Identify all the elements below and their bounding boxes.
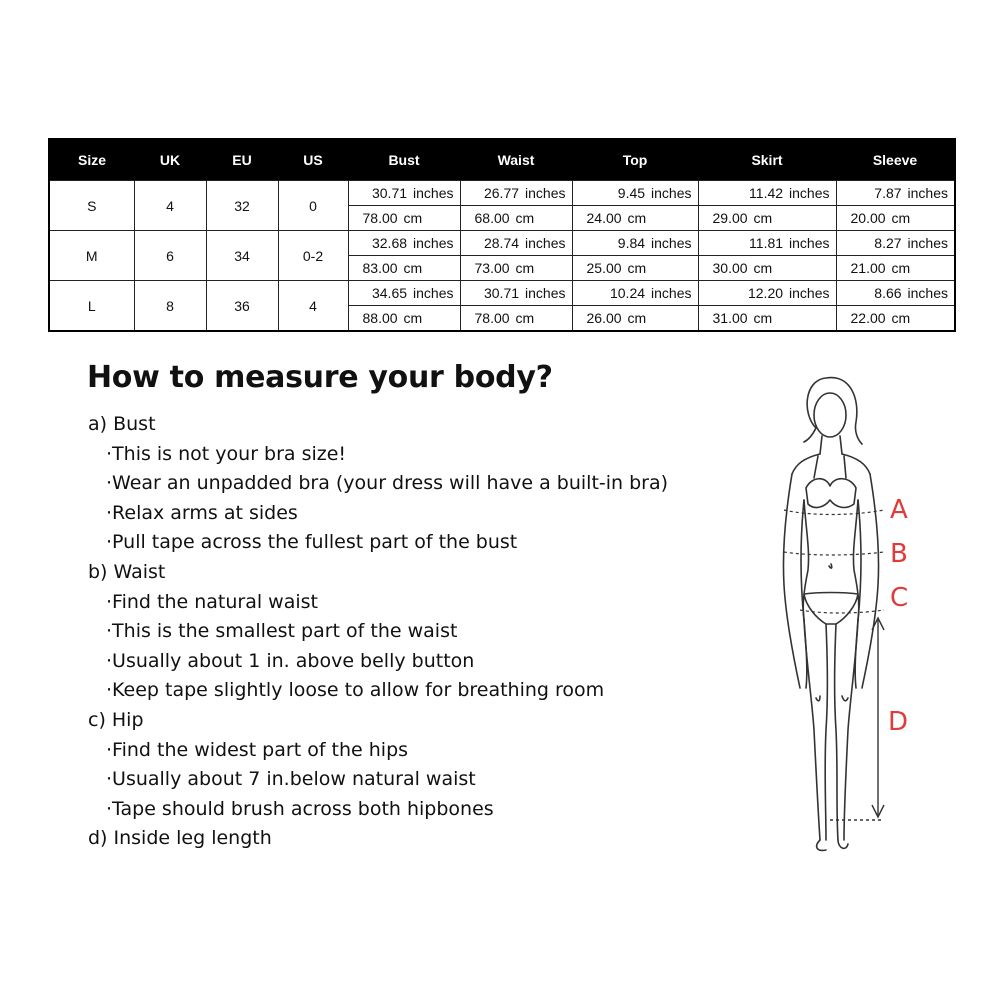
size-chart-header-row [49, 139, 955, 181]
guide-tip: ·Find the widest part of the hips [106, 738, 409, 761]
measure-cell-inches [698, 231, 836, 256]
measure-cell-cm [572, 306, 698, 332]
measure-cell-inches [836, 181, 955, 206]
guide-tip: ·This is the smallest part of the waist [106, 620, 458, 643]
figure-knees [816, 696, 848, 701]
measure-value: 28.74 [483, 235, 520, 251]
measure-cell-inches [460, 281, 572, 306]
figure-neck [820, 436, 842, 454]
guide-tip: ·Wear an unpadded bra (your dress will have a built-in bra) [106, 472, 669, 495]
measure-unit: inches [413, 185, 454, 201]
measure-cell-cm [460, 206, 572, 231]
measure-unit: inches [651, 185, 692, 201]
measure-cell-inches [698, 181, 836, 206]
measure-unit: inches [525, 185, 566, 201]
header-skirt: Skirt [698, 139, 836, 181]
guide-tip: ·Relax arms at sides [106, 501, 298, 524]
measure-cell-cm [836, 206, 955, 231]
header-bust: Bust [348, 139, 460, 181]
measure-unit: cm [627, 310, 647, 326]
guide-tip: ·Keep tape slightly loose to allow for breathing room [106, 679, 605, 702]
measure-unit: inches [907, 235, 948, 251]
size-row-inches [49, 231, 955, 256]
measure-value: 26.00 [586, 310, 622, 326]
measure-value: 8.66 [874, 285, 902, 301]
measure-unit: cm [753, 260, 773, 276]
size-cell-size: M [49, 231, 134, 281]
measure-unit: cm [403, 210, 423, 226]
measure-value: 9.84 [617, 235, 646, 251]
guide-tip: ·Usually about 7 in.below natural waist [106, 768, 476, 791]
guide-tip: ·Find the natural waist [106, 590, 318, 613]
waist-measure-line [784, 552, 884, 555]
label-b: B [890, 539, 908, 569]
size-cell-uk: 4 [134, 181, 206, 231]
header-us: US [278, 139, 348, 181]
measure-value: 11.81 [749, 235, 784, 251]
measure-cell-cm [836, 306, 955, 332]
figure-right-leg [844, 620, 858, 840]
figure-navel [829, 564, 832, 568]
figure-face [814, 393, 846, 437]
guide-tip: ·Tape should brush across both hipbones [106, 797, 494, 820]
measure-unit: cm [515, 260, 535, 276]
measure-cell-cm [698, 306, 836, 332]
size-chart-table [48, 138, 956, 332]
measure-unit: inches [789, 235, 830, 251]
header-uk: UK [134, 139, 206, 181]
measure-unit: inches [651, 235, 692, 251]
measure-unit: cm [891, 310, 911, 326]
guide-tip: ·This is not your bra size! [106, 442, 347, 465]
body-measurement-figure [760, 370, 930, 860]
measure-cell-inches [572, 281, 698, 306]
figure-shoulders [792, 454, 870, 474]
measure-value: 68.00 [474, 210, 510, 226]
measure-unit: inches [525, 235, 566, 251]
measure-value: 25.00 [586, 260, 622, 276]
measure-value: 11.42 [749, 185, 784, 201]
size-chart-body [49, 181, 955, 332]
measure-cell-inches [460, 181, 572, 206]
measure-cell-inches [572, 181, 698, 206]
measure-cell-cm [698, 206, 836, 231]
measure-value: 29.00 [712, 210, 748, 226]
size-cell-eu: 34 [206, 231, 278, 281]
label-c: C [890, 583, 909, 613]
measure-unit: cm [403, 260, 423, 276]
measure-value: 31.00 [712, 310, 748, 326]
header-sleeve: Sleeve [836, 139, 955, 181]
guide-section-heading: c) Hip [88, 708, 144, 731]
guide-section-heading: d) Inside leg length [88, 827, 272, 850]
measure-cell-cm [460, 256, 572, 281]
size-row-inches [49, 181, 955, 206]
measure-value: 83.00 [362, 260, 398, 276]
measure-unit: inches [907, 185, 948, 201]
guide-section-heading: a) Bust [88, 413, 156, 435]
measure-value: 22.00 [850, 310, 886, 326]
measure-unit: cm [753, 210, 773, 226]
measure-value: 24.00 [586, 210, 622, 226]
measure-unit: inches [413, 285, 454, 301]
measure-cell-inches [348, 231, 460, 256]
measure-value: 78.00 [474, 310, 510, 326]
measure-cell-cm [836, 256, 955, 281]
measure-cell-inches [836, 281, 955, 306]
figure-left-leg-inner [825, 624, 827, 840]
measure-cell-inches [698, 281, 836, 306]
size-cell-us: 4 [278, 281, 348, 332]
measure-unit: inches [413, 235, 454, 251]
size-cell-size: S [49, 181, 134, 231]
measure-unit: cm [891, 210, 911, 226]
figure-right-leg-inner [835, 624, 839, 840]
measure-cell-inches [348, 281, 460, 306]
measure-value: 12.20 [747, 285, 784, 301]
size-cell-uk: 8 [134, 281, 206, 332]
measure-value: 9.45 [617, 185, 646, 201]
size-cell-eu: 36 [206, 281, 278, 332]
size-cell-us: 0 [278, 181, 348, 231]
header-top: Top [572, 139, 698, 181]
guide-section-heading: b) Waist [88, 560, 166, 583]
measure-value: 78.00 [362, 210, 398, 226]
measure-unit: inches [789, 285, 830, 301]
measure-cell-cm [572, 206, 698, 231]
size-cell-eu: 32 [206, 181, 278, 231]
label-d: D [888, 707, 909, 737]
measure-value: 32.68 [371, 235, 408, 251]
figure-left-leg [804, 620, 820, 840]
figure-right-arm [862, 474, 879, 688]
measure-unit: inches [789, 185, 830, 201]
measure-unit: cm [753, 310, 773, 326]
measure-value: 8.27 [874, 235, 902, 251]
measure-cell-inches [572, 231, 698, 256]
header-waist: Waist [460, 139, 572, 181]
measure-unit: inches [907, 285, 948, 301]
measure-value: 30.71 [483, 285, 520, 301]
size-cell-size: L [49, 281, 134, 332]
measure-cell-cm [460, 306, 572, 332]
measure-cell-cm [698, 256, 836, 281]
measure-cell-cm [572, 256, 698, 281]
measure-cell-cm [348, 256, 460, 281]
measure-value: 10.24 [609, 285, 646, 301]
measure-value: 26.77 [483, 185, 520, 201]
size-row-inches [49, 281, 955, 306]
measurement-guide [88, 410, 728, 854]
figure-bra-straps [814, 456, 846, 478]
measure-cell-cm [348, 206, 460, 231]
measure-unit: cm [891, 260, 911, 276]
measure-value: 34.65 [371, 285, 408, 301]
measure-value: 88.00 [362, 310, 398, 326]
bust-measure-line [784, 510, 884, 515]
measure-unit: cm [515, 310, 535, 326]
measure-cell-inches [836, 231, 955, 256]
measure-value: 7.87 [874, 185, 902, 201]
measure-unit: inches [525, 285, 566, 301]
measure-cell-inches [460, 231, 572, 256]
figure-feet [817, 840, 848, 850]
measure-unit: cm [515, 210, 535, 226]
figure-briefs [804, 593, 858, 625]
measure-cell-cm [348, 306, 460, 332]
guide-tip: ·Pull tape across the fullest part of the bust [106, 531, 518, 554]
figure-bra [806, 479, 856, 508]
measure-value: 30.00 [712, 260, 748, 276]
label-a: A [890, 495, 908, 525]
measure-cell-inches [348, 181, 460, 206]
header-size: Size [49, 139, 134, 181]
header-eu: EU [206, 139, 278, 181]
figure-hair-left [804, 428, 816, 442]
measure-unit: inches [651, 285, 692, 301]
measure-unit: cm [627, 260, 647, 276]
figure-left-arm [783, 474, 800, 688]
guide-title: How to measure your body? [87, 360, 553, 395]
measure-unit: cm [627, 210, 647, 226]
guide-tip: ·Usually about 1 in. above belly button [106, 649, 475, 672]
measure-value: 30.71 [371, 185, 408, 201]
figure-hair [807, 378, 862, 444]
measure-value: 73.00 [474, 260, 510, 276]
size-cell-uk: 6 [134, 231, 206, 281]
measure-value: 21.00 [850, 260, 886, 276]
measure-value: 20.00 [850, 210, 886, 226]
measure-unit: cm [403, 310, 423, 326]
size-cell-us: 0-2 [278, 231, 348, 281]
